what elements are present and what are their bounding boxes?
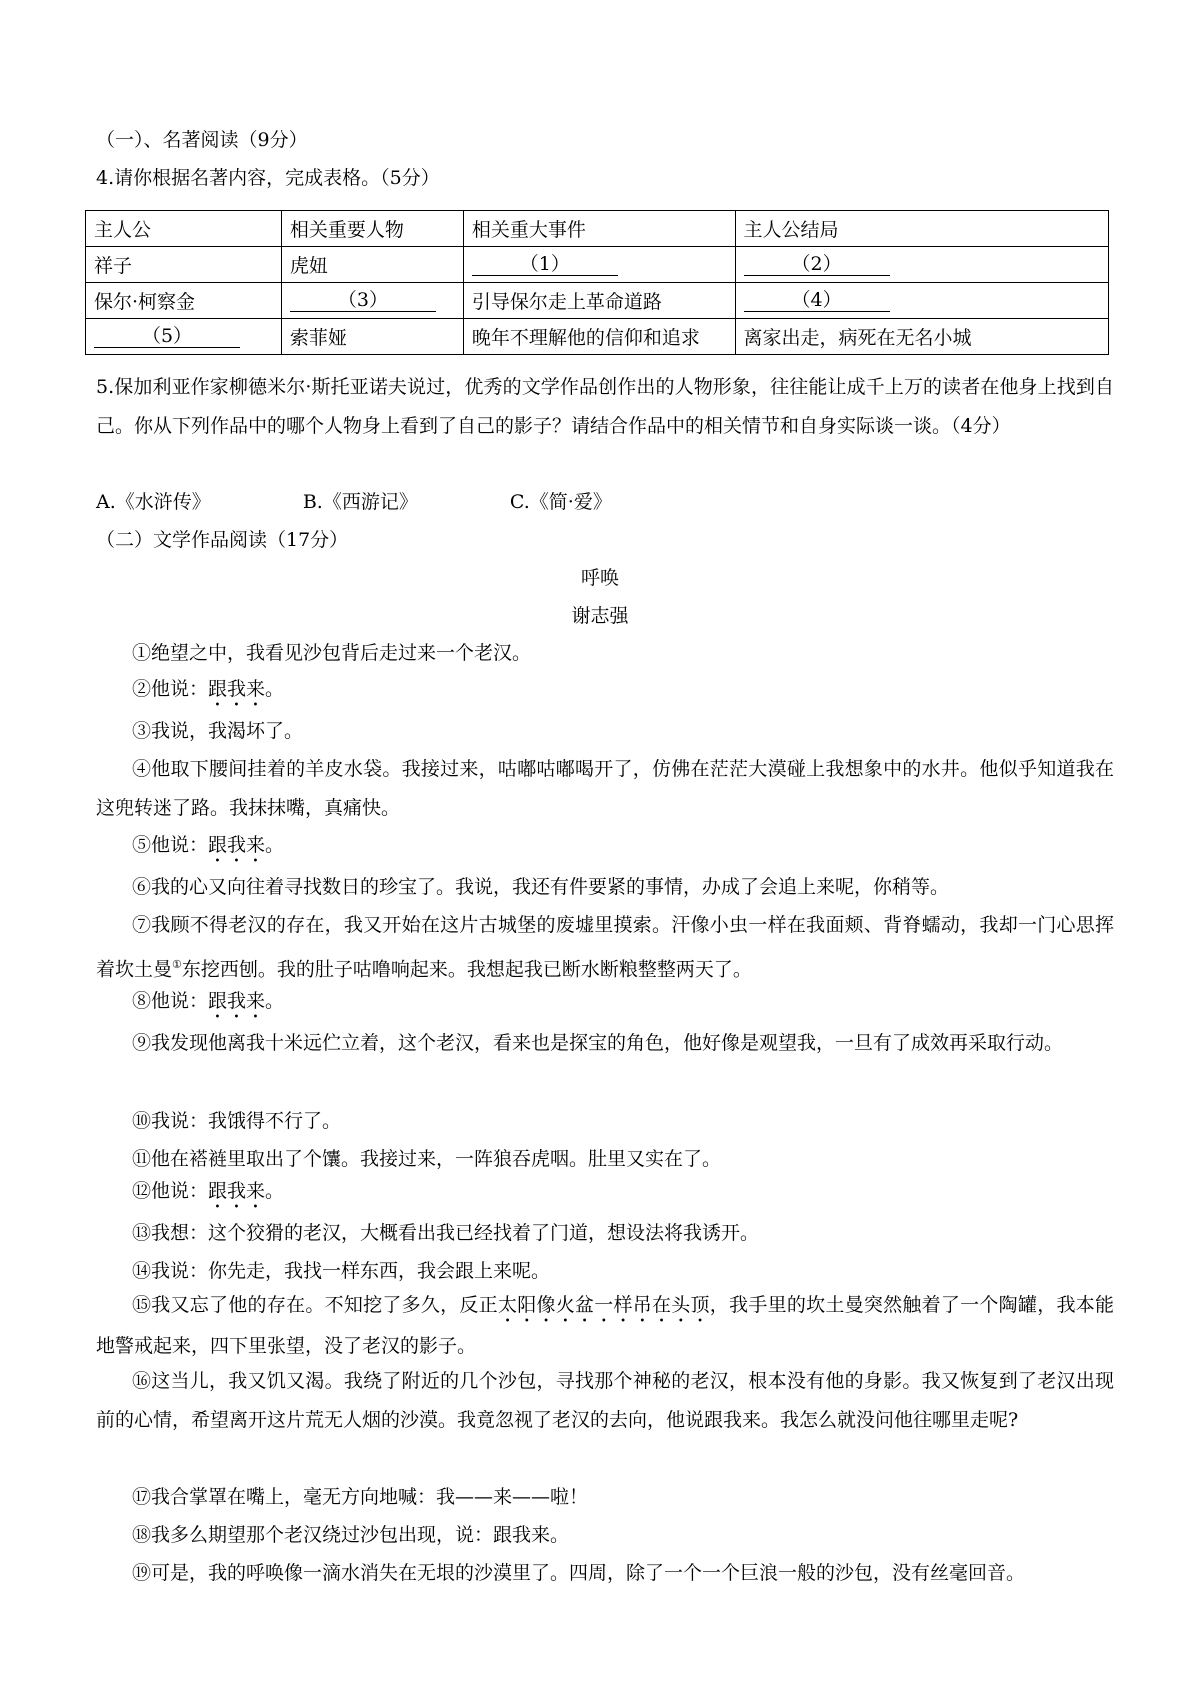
- paragraph-8: ⑧他说：跟我来。: [132, 990, 285, 1012]
- paragraph-5: ⑤他说：跟我来。: [132, 834, 285, 856]
- answer-blank-5[interactable]: （5）: [94, 325, 240, 348]
- paragraph-6: ⑥我的心又向往着寻找数日的珍宝了。我说，我还有件要紧的事情，办成了会追上来呢，你稍等。: [132, 876, 950, 898]
- table-cell: [735, 283, 1108, 319]
- paragraph-19: ⑲可是，我的呼唤像一滴水消失在无垠的沙漠里了。四周，除了一个一个巨浪一般的沙包，没有丝毫回音。: [132, 1562, 1026, 1584]
- emphasized-text: 跟我来: [208, 678, 266, 700]
- section1-title: （一）、名著阅读（9分）: [96, 129, 308, 151]
- paragraph-10: ⑩我说：我饿得不行了。: [132, 1110, 342, 1132]
- paragraph-18: ⑱我多么期望那个老汉绕过沙包出现，说：跟我来。: [132, 1524, 570, 1546]
- paragraph-7: ⑦我顾不得老汉的存在，我又开始在这片古城堡的废墟里摸索。汗像小虫一样在我面颊、背脊蠕动，我却一门心思挥着坎土曼①东挖西刨。我的肚子咕噜响起来。我想起我已断水断粮整整两天了。: [96, 914, 1114, 981]
- paragraph-3: ③我说，我渴坏了。: [132, 720, 304, 742]
- paragraph-12: ⑫他说：跟我来。: [132, 1180, 285, 1202]
- option-c: C.《简·爱》: [509, 491, 612, 513]
- emphasized-text: 太阳像火盆一样吊在头顶: [497, 1294, 710, 1316]
- question-4: 4.请你根据名著内容，完成表格。（5分）: [96, 167, 440, 189]
- story-author: 谢志强: [571, 605, 629, 627]
- paragraph-14: ⑭我说：你先走，我找一样东西，我会跟上来呢。: [132, 1260, 551, 1282]
- answer-blank-2[interactable]: （2）: [744, 253, 890, 276]
- table-row: [86, 283, 1109, 319]
- paragraph-9: ⑨我发现他离我十米远伫立着，这个老汉，看来也是探宝的角色，他好像是观望我，一旦有了成效再采取行动。: [132, 1032, 1064, 1054]
- table-cell: 离家出走，病死在无名小城: [735, 319, 1108, 355]
- story-title: 呼唤: [580, 567, 619, 589]
- table-cell: 虎妞: [281, 247, 463, 283]
- paragraph-11: ⑪他在褡裢里取出了个馕。我接过来，一阵狼吞虎咽。肚里又实在了。: [132, 1148, 722, 1170]
- paragraph-17: ⑰我合掌罩在嘴上，毫无方向地喊：我——来——啦！: [132, 1486, 589, 1508]
- table-cell: [735, 247, 1108, 283]
- paragraph-13: ⑬我想：这个狡猾的老汉，大概看出我已经找着了门道，想设法将我诱开。: [132, 1222, 760, 1244]
- table-cell: 引导保尔走上革命道路: [463, 283, 735, 319]
- emphasized-text: 跟我来: [208, 834, 266, 856]
- table-header-cell: 相关重大事件: [463, 211, 735, 247]
- paragraph-2: ②他说：跟我来。: [132, 678, 285, 700]
- table-row: [86, 319, 1109, 355]
- novel-table: [85, 210, 1109, 355]
- table-cell: 晚年不理解他的信仰和追求: [463, 319, 735, 355]
- option-a: A.《水浒传》: [96, 491, 211, 513]
- table-cell: [463, 247, 735, 283]
- answer-blank-4[interactable]: （4）: [744, 289, 890, 312]
- option-b: B.《西游记》: [302, 491, 418, 513]
- footnote-mark: ①: [172, 958, 182, 971]
- table-header-cell: 相关重要人物: [281, 211, 463, 247]
- table-header-cell: 主人公结局: [735, 211, 1108, 247]
- table-header-row: [86, 211, 1109, 247]
- table-cell: 保尔·柯察金: [86, 283, 282, 319]
- options-row: [96, 490, 698, 514]
- table-cell: [281, 283, 463, 319]
- paragraph-1: ①绝望之中，我看见沙包背后走过来一个老汉。: [132, 642, 532, 664]
- emphasized-text: 跟我来: [208, 1180, 266, 1202]
- answer-blank-1[interactable]: （1）: [472, 253, 618, 276]
- paragraph-4: ④他取下腰间挂着的羊皮水袋。我接过来，咕嘟咕嘟喝开了，仿佛在茫茫大漠碰上我想象中的水井。他似乎知道我在这兜转迷了路。我抹抹嘴，真痛快。: [96, 758, 1114, 819]
- question-5: 5.保加利亚作家柳德米尔·斯托亚诺夫说过，优秀的文学作品创作出的人物形象，往往能让成千上万的读者在他身上找到自己。你从下列作品中的哪个人物身上看到了自己的影子？请结合作品中的相关情节和自身实际谈一谈。（4分）: [96, 376, 1114, 437]
- paragraph-16: ⑯这当儿，我又饥又渴。我绕了附近的几个沙包，寻找那个神秘的老汉，根本没有他的身影。我又恢复到了老汉出现前的心情，希望离开这片荒无人烟的沙漠。我竟忽视了老汉的去向，他说跟我来。我怎么就没问他往哪里走呢?: [96, 1370, 1114, 1431]
- answer-blank-3[interactable]: （3）: [290, 289, 436, 312]
- emphasized-text: 跟我来: [208, 990, 266, 1012]
- table-row: [86, 247, 1109, 283]
- table-header-cell: 主人公: [86, 211, 282, 247]
- section2-title: （二）文学作品阅读（17分）: [96, 529, 349, 551]
- table-cell: [86, 319, 282, 355]
- paragraph-15: ⑮我又忘了他的存在。不知挖了多久，反正太阳像火盆一样吊在头顶，我手里的坎土曼突然触着了一个陶罐，我本能地警戒起来，四下里张望，没了老汉的影子。: [96, 1294, 1114, 1357]
- table-cell: 索菲娅: [281, 319, 463, 355]
- table-cell: 祥子: [86, 247, 282, 283]
